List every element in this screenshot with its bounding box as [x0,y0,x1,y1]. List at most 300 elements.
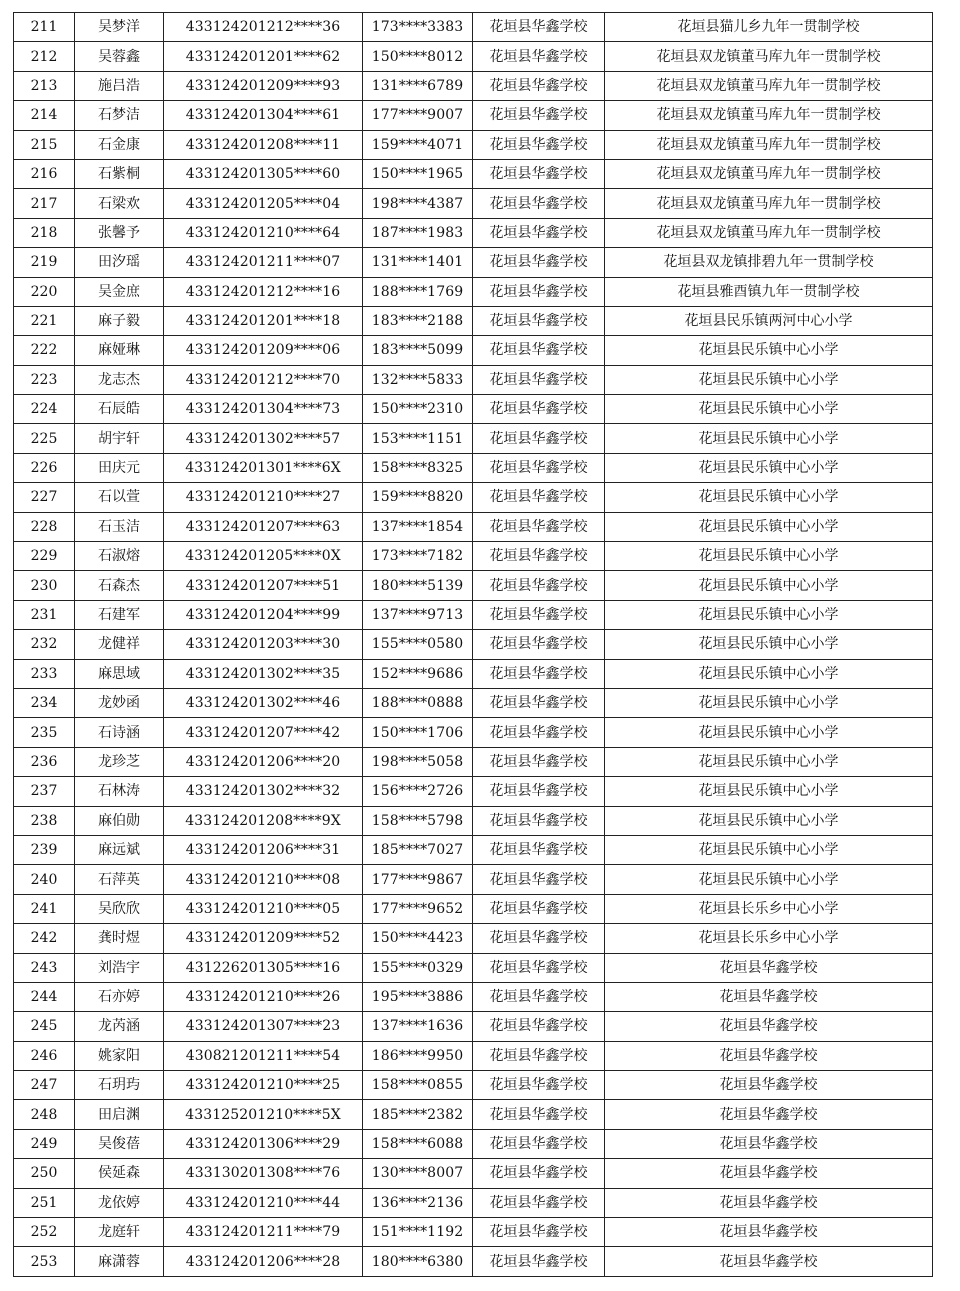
admitted-school-cell: 花垣县华鑫学校 [473,159,605,188]
phone-number-cell: 130****8007 [363,1159,473,1188]
row-number-cell: 224 [14,395,75,424]
row-number-cell: 216 [14,159,75,188]
table-row [14,306,933,335]
table-row [14,600,933,629]
origin-school-cell: 花垣县民乐镇中心小学 [605,806,933,835]
table-row [14,424,933,453]
student-name-cell: 龙妙函 [75,688,164,717]
row-number-cell: 211 [14,13,75,42]
row-number-cell: 229 [14,542,75,571]
table-row [14,777,933,806]
origin-school-cell: 花垣县民乐镇中心小学 [605,395,933,424]
table-row [14,1247,933,1276]
row-number-cell: 251 [14,1188,75,1217]
roster-sheet [13,12,932,1277]
row-number-cell: 232 [14,630,75,659]
table-row [14,101,933,130]
table-row [14,1100,933,1129]
table-row [14,483,933,512]
id-number-cell: 433124201307****23 [164,1012,363,1041]
origin-school-cell: 花垣县民乐镇中心小学 [605,688,933,717]
student-name-cell: 石辰皓 [75,395,164,424]
id-number-cell: 433124201211****07 [164,248,363,277]
id-number-cell: 433124201206****20 [164,747,363,776]
origin-school-cell: 花垣县华鑫学校 [605,1218,933,1247]
table-row [14,1159,933,1188]
table-row [14,453,933,482]
table-row [14,336,933,365]
row-number-cell: 249 [14,1129,75,1158]
phone-number-cell: 198****4387 [363,189,473,218]
admitted-school-cell: 花垣县华鑫学校 [473,336,605,365]
origin-school-cell: 花垣县民乐镇中心小学 [605,424,933,453]
phone-number-cell: 150****8012 [363,42,473,71]
table-row [14,1218,933,1247]
row-number-cell: 220 [14,277,75,306]
table-row [14,718,933,747]
admitted-school-cell: 花垣县华鑫学校 [473,1129,605,1158]
origin-school-cell: 花垣县双龙镇董马库九年一贯制学校 [605,42,933,71]
student-name-cell: 侯延森 [75,1159,164,1188]
row-number-cell: 215 [14,130,75,159]
phone-number-cell: 177****9007 [363,101,473,130]
student-name-cell: 麻娅琳 [75,336,164,365]
row-number-cell: 237 [14,777,75,806]
row-number-cell: 240 [14,865,75,894]
origin-school-cell: 花垣县华鑫学校 [605,953,933,982]
id-number-cell: 433124201210****27 [164,483,363,512]
id-number-cell: 433124201209****52 [164,924,363,953]
table-row [14,747,933,776]
table-row [14,13,933,42]
id-number-cell: 433124201207****42 [164,718,363,747]
row-number-cell: 235 [14,718,75,747]
table-row [14,218,933,247]
phone-number-cell: 185****7027 [363,835,473,864]
student-name-cell: 田庆元 [75,453,164,482]
id-number-cell: 430821201211****54 [164,1041,363,1070]
student-name-cell: 麻伯勋 [75,806,164,835]
id-number-cell: 433124201211****79 [164,1218,363,1247]
origin-school-cell: 花垣县民乐镇中心小学 [605,865,933,894]
origin-school-cell: 花垣县民乐镇中心小学 [605,336,933,365]
admitted-school-cell: 花垣县华鑫学校 [473,777,605,806]
phone-number-cell: 159****4071 [363,130,473,159]
row-number-cell: 236 [14,747,75,776]
student-name-cell: 胡宇轩 [75,424,164,453]
table-row [14,630,933,659]
origin-school-cell: 花垣县华鑫学校 [605,1247,933,1276]
row-number-cell: 226 [14,453,75,482]
origin-school-cell: 花垣县民乐镇中心小学 [605,777,933,806]
admitted-school-cell: 花垣县华鑫学校 [473,277,605,306]
row-number-cell: 233 [14,659,75,688]
admitted-school-cell: 花垣县华鑫学校 [473,1218,605,1247]
admitted-school-cell: 花垣县华鑫学校 [473,1041,605,1070]
student-name-cell: 石森杰 [75,571,164,600]
table-row [14,42,933,71]
row-number-cell: 242 [14,924,75,953]
student-name-cell: 姚家阳 [75,1041,164,1070]
row-number-cell: 231 [14,600,75,629]
id-number-cell: 433124201210****05 [164,894,363,923]
id-number-cell: 433124201210****08 [164,865,363,894]
row-number-cell: 221 [14,306,75,335]
admitted-school-cell: 花垣县华鑫学校 [473,218,605,247]
origin-school-cell: 花垣县华鑫学校 [605,1041,933,1070]
id-number-cell: 433124201302****32 [164,777,363,806]
phone-number-cell: 131****1401 [363,248,473,277]
id-number-cell: 431226201305****16 [164,953,363,982]
phone-number-cell: 188****0888 [363,688,473,717]
admitted-school-cell: 花垣县华鑫学校 [473,865,605,894]
id-number-cell: 433124201205****0X [164,542,363,571]
admitted-school-cell: 花垣县华鑫学校 [473,101,605,130]
phone-number-cell: 158****5798 [363,806,473,835]
table-row [14,512,933,541]
origin-school-cell: 花垣县民乐镇中心小学 [605,453,933,482]
table-row [14,1071,933,1100]
id-number-cell: 433124201302****57 [164,424,363,453]
admitted-school-cell: 花垣县华鑫学校 [473,1159,605,1188]
table-row [14,688,933,717]
id-number-cell: 433124201201****62 [164,42,363,71]
student-name-cell: 麻潇蓉 [75,1247,164,1276]
row-number-cell: 252 [14,1218,75,1247]
table-row [14,159,933,188]
student-name-cell: 施吕浩 [75,71,164,100]
phone-number-cell: 137****9713 [363,600,473,629]
origin-school-cell: 花垣县长乐乡中心小学 [605,924,933,953]
admitted-school-cell: 花垣县华鑫学校 [473,1012,605,1041]
table-row [14,659,933,688]
id-number-cell: 433124201302****46 [164,688,363,717]
origin-school-cell: 花垣县民乐镇中心小学 [605,571,933,600]
origin-school-cell: 花垣县双龙镇董马库九年一贯制学校 [605,71,933,100]
phone-number-cell: 183****2188 [363,306,473,335]
phone-number-cell: 158****0855 [363,1071,473,1100]
id-number-cell: 433124201206****31 [164,835,363,864]
table-row [14,982,933,1011]
origin-school-cell: 花垣县民乐镇中心小学 [605,747,933,776]
origin-school-cell: 花垣县华鑫学校 [605,982,933,1011]
admitted-school-cell: 花垣县华鑫学校 [473,688,605,717]
student-name-cell: 石梁欢 [75,189,164,218]
student-name-cell: 吴蓉鑫 [75,42,164,71]
origin-school-cell: 花垣县华鑫学校 [605,1129,933,1158]
origin-school-cell: 花垣县双龙镇董马库九年一贯制学校 [605,130,933,159]
table-row [14,248,933,277]
student-name-cell: 石金康 [75,130,164,159]
student-name-cell: 吴俊蓓 [75,1129,164,1158]
origin-school-cell: 花垣县华鑫学校 [605,1100,933,1129]
table-row [14,71,933,100]
student-name-cell: 龙芮涵 [75,1012,164,1041]
phone-number-cell: 136****2136 [363,1188,473,1217]
origin-school-cell: 花垣县华鑫学校 [605,1071,933,1100]
row-number-cell: 214 [14,101,75,130]
phone-number-cell: 185****2382 [363,1100,473,1129]
id-number-cell: 433124201209****06 [164,336,363,365]
admitted-school-cell: 花垣县华鑫学校 [473,747,605,776]
student-name-cell: 龙健祥 [75,630,164,659]
admitted-school-cell: 花垣县华鑫学校 [473,924,605,953]
student-name-cell: 石淑熔 [75,542,164,571]
phone-number-cell: 187****1983 [363,218,473,247]
id-number-cell: 433124201207****51 [164,571,363,600]
phone-number-cell: 173****7182 [363,542,473,571]
row-number-cell: 243 [14,953,75,982]
row-number-cell: 246 [14,1041,75,1070]
row-number-cell: 239 [14,835,75,864]
student-name-cell: 石林涛 [75,777,164,806]
student-name-cell: 吴梦洋 [75,13,164,42]
student-name-cell: 吴欣欣 [75,894,164,923]
table-row [14,953,933,982]
row-number-cell: 238 [14,806,75,835]
table-row [14,571,933,600]
row-number-cell: 217 [14,189,75,218]
student-name-cell: 石诗涵 [75,718,164,747]
table-row [14,894,933,923]
id-number-cell: 433124201208****11 [164,130,363,159]
row-number-cell: 241 [14,894,75,923]
table-row [14,924,933,953]
student-name-cell: 龚时煜 [75,924,164,953]
admitted-school-cell: 花垣县华鑫学校 [473,483,605,512]
phone-number-cell: 173****3383 [363,13,473,42]
phone-number-cell: 150****4423 [363,924,473,953]
table-row [14,542,933,571]
phone-number-cell: 150****2310 [363,395,473,424]
phone-number-cell: 177****9652 [363,894,473,923]
table-row [14,189,933,218]
phone-number-cell: 132****5833 [363,365,473,394]
id-number-cell: 433124201210****26 [164,982,363,1011]
admitted-school-cell: 花垣县华鑫学校 [473,512,605,541]
student-name-cell: 石玉洁 [75,512,164,541]
origin-school-cell: 花垣县民乐镇中心小学 [605,659,933,688]
origin-school-cell: 花垣县猫儿乡九年一贯制学校 [605,13,933,42]
student-name-cell: 麻子毅 [75,306,164,335]
student-name-cell: 石亦婷 [75,982,164,1011]
phone-number-cell: 156****2726 [363,777,473,806]
phone-number-cell: 155****0580 [363,630,473,659]
origin-school-cell: 花垣县双龙镇董马库九年一贯制学校 [605,159,933,188]
admitted-school-cell: 花垣县华鑫学校 [473,1247,605,1276]
id-number-cell: 433124201205****04 [164,189,363,218]
student-name-cell: 石玥玙 [75,1071,164,1100]
row-number-cell: 222 [14,336,75,365]
origin-school-cell: 花垣县华鑫学校 [605,1012,933,1041]
table-row [14,1188,933,1217]
phone-number-cell: 198****5058 [363,747,473,776]
row-number-cell: 225 [14,424,75,453]
table-row [14,1041,933,1070]
admitted-school-cell: 花垣县华鑫学校 [473,130,605,159]
phone-number-cell: 186****9950 [363,1041,473,1070]
student-name-cell: 吴金庶 [75,277,164,306]
id-number-cell: 433124201305****60 [164,159,363,188]
origin-school-cell: 花垣县双龙镇排碧九年一贯制学校 [605,248,933,277]
student-roster-table [13,12,933,1277]
row-number-cell: 227 [14,483,75,512]
row-number-cell: 244 [14,982,75,1011]
admitted-school-cell: 花垣县华鑫学校 [473,718,605,747]
admitted-school-cell: 花垣县华鑫学校 [473,1188,605,1217]
id-number-cell: 433124201212****70 [164,365,363,394]
admitted-school-cell: 花垣县华鑫学校 [473,189,605,218]
phone-number-cell: 152****9686 [363,659,473,688]
id-number-cell: 433124201203****30 [164,630,363,659]
admitted-school-cell: 花垣县华鑫学校 [473,1100,605,1129]
admitted-school-cell: 花垣县华鑫学校 [473,13,605,42]
id-number-cell: 433124201204****99 [164,600,363,629]
row-number-cell: 219 [14,248,75,277]
admitted-school-cell: 花垣县华鑫学校 [473,365,605,394]
row-number-cell: 234 [14,688,75,717]
origin-school-cell: 花垣县民乐镇中心小学 [605,512,933,541]
student-name-cell: 麻远斌 [75,835,164,864]
admitted-school-cell: 花垣县华鑫学校 [473,42,605,71]
phone-number-cell: 180****5139 [363,571,473,600]
table-row [14,806,933,835]
table-row [14,865,933,894]
student-name-cell: 刘浩宇 [75,953,164,982]
row-number-cell: 212 [14,42,75,71]
origin-school-cell: 花垣县双龙镇董马库九年一贯制学校 [605,189,933,218]
phone-number-cell: 131****6789 [363,71,473,100]
id-number-cell: 433124201301****6X [164,453,363,482]
student-name-cell: 田启渊 [75,1100,164,1129]
admitted-school-cell: 花垣县华鑫学校 [473,630,605,659]
table-row [14,365,933,394]
admitted-school-cell: 花垣县华鑫学校 [473,1071,605,1100]
student-name-cell: 石建军 [75,600,164,629]
phone-number-cell: 158****8325 [363,453,473,482]
id-number-cell: 433124201201****18 [164,306,363,335]
origin-school-cell: 花垣县双龙镇董马库九年一贯制学校 [605,218,933,247]
phone-number-cell: 177****9867 [363,865,473,894]
origin-school-cell: 花垣县民乐镇中心小学 [605,542,933,571]
phone-number-cell: 150****1706 [363,718,473,747]
table-row [14,395,933,424]
origin-school-cell: 花垣县华鑫学校 [605,1159,933,1188]
table-row [14,130,933,159]
phone-number-cell: 159****8820 [363,483,473,512]
student-name-cell: 龙珍芝 [75,747,164,776]
id-number-cell: 433124201306****29 [164,1129,363,1158]
table-row [14,1012,933,1041]
origin-school-cell: 花垣县民乐镇中心小学 [605,630,933,659]
id-number-cell: 433124201302****35 [164,659,363,688]
student-name-cell: 龙依婷 [75,1188,164,1217]
id-number-cell: 433124201209****93 [164,71,363,100]
id-number-cell: 433124201212****16 [164,277,363,306]
admitted-school-cell: 花垣县华鑫学校 [473,953,605,982]
row-number-cell: 253 [14,1247,75,1276]
id-number-cell: 433125201210****5X [164,1100,363,1129]
table-row [14,1129,933,1158]
id-number-cell: 433124201212****36 [164,13,363,42]
table-row [14,277,933,306]
id-number-cell: 433124201206****28 [164,1247,363,1276]
admitted-school-cell: 花垣县华鑫学校 [473,835,605,864]
id-number-cell: 433124201304****73 [164,395,363,424]
phone-number-cell: 150****1965 [363,159,473,188]
admitted-school-cell: 花垣县华鑫学校 [473,71,605,100]
id-number-cell: 433124201207****63 [164,512,363,541]
id-number-cell: 433124201208****9X [164,806,363,835]
admitted-school-cell: 花垣县华鑫学校 [473,542,605,571]
admitted-school-cell: 花垣县华鑫学校 [473,894,605,923]
admitted-school-cell: 花垣县华鑫学校 [473,806,605,835]
origin-school-cell: 花垣县民乐镇中心小学 [605,835,933,864]
id-number-cell: 433124201304****61 [164,101,363,130]
origin-school-cell: 花垣县民乐镇中心小学 [605,600,933,629]
origin-school-cell: 花垣县民乐镇中心小学 [605,483,933,512]
row-number-cell: 218 [14,218,75,247]
origin-school-cell: 花垣县长乐乡中心小学 [605,894,933,923]
phone-number-cell: 155****0329 [363,953,473,982]
phone-number-cell: 183****5099 [363,336,473,365]
student-name-cell: 石紫桐 [75,159,164,188]
origin-school-cell: 花垣县民乐镇两河中心小学 [605,306,933,335]
phone-number-cell: 195****3886 [363,982,473,1011]
student-name-cell: 张馨予 [75,218,164,247]
student-name-cell: 石萍英 [75,865,164,894]
phone-number-cell: 188****1769 [363,277,473,306]
row-number-cell: 213 [14,71,75,100]
origin-school-cell: 花垣县雅酉镇九年一贯制学校 [605,277,933,306]
student-name-cell: 石梦洁 [75,101,164,130]
origin-school-cell: 花垣县民乐镇中心小学 [605,718,933,747]
student-name-cell: 龙志杰 [75,365,164,394]
phone-number-cell: 153****1151 [363,424,473,453]
row-number-cell: 230 [14,571,75,600]
origin-school-cell: 花垣县双龙镇董马库九年一贯制学校 [605,101,933,130]
id-number-cell: 433124201210****64 [164,218,363,247]
row-number-cell: 228 [14,512,75,541]
id-number-cell: 433130201308****76 [164,1159,363,1188]
student-name-cell: 龙庭轩 [75,1218,164,1247]
phone-number-cell: 137****1854 [363,512,473,541]
phone-number-cell: 151****1192 [363,1218,473,1247]
admitted-school-cell: 花垣县华鑫学校 [473,600,605,629]
id-number-cell: 433124201210****44 [164,1188,363,1217]
student-name-cell: 石以萱 [75,483,164,512]
admitted-school-cell: 花垣县华鑫学校 [473,982,605,1011]
row-number-cell: 247 [14,1071,75,1100]
id-number-cell: 433124201210****25 [164,1071,363,1100]
phone-number-cell: 137****1636 [363,1012,473,1041]
roster-body [14,13,933,1277]
phone-number-cell: 180****6380 [363,1247,473,1276]
student-name-cell: 田汐瑶 [75,248,164,277]
admitted-school-cell: 花垣县华鑫学校 [473,395,605,424]
admitted-school-cell: 花垣县华鑫学校 [473,453,605,482]
phone-number-cell: 158****6088 [363,1129,473,1158]
row-number-cell: 250 [14,1159,75,1188]
admitted-school-cell: 花垣县华鑫学校 [473,659,605,688]
row-number-cell: 248 [14,1100,75,1129]
admitted-school-cell: 花垣县华鑫学校 [473,248,605,277]
row-number-cell: 223 [14,365,75,394]
student-name-cell: 麻思域 [75,659,164,688]
admitted-school-cell: 花垣县华鑫学校 [473,306,605,335]
origin-school-cell: 花垣县华鑫学校 [605,1188,933,1217]
admitted-school-cell: 花垣县华鑫学校 [473,571,605,600]
